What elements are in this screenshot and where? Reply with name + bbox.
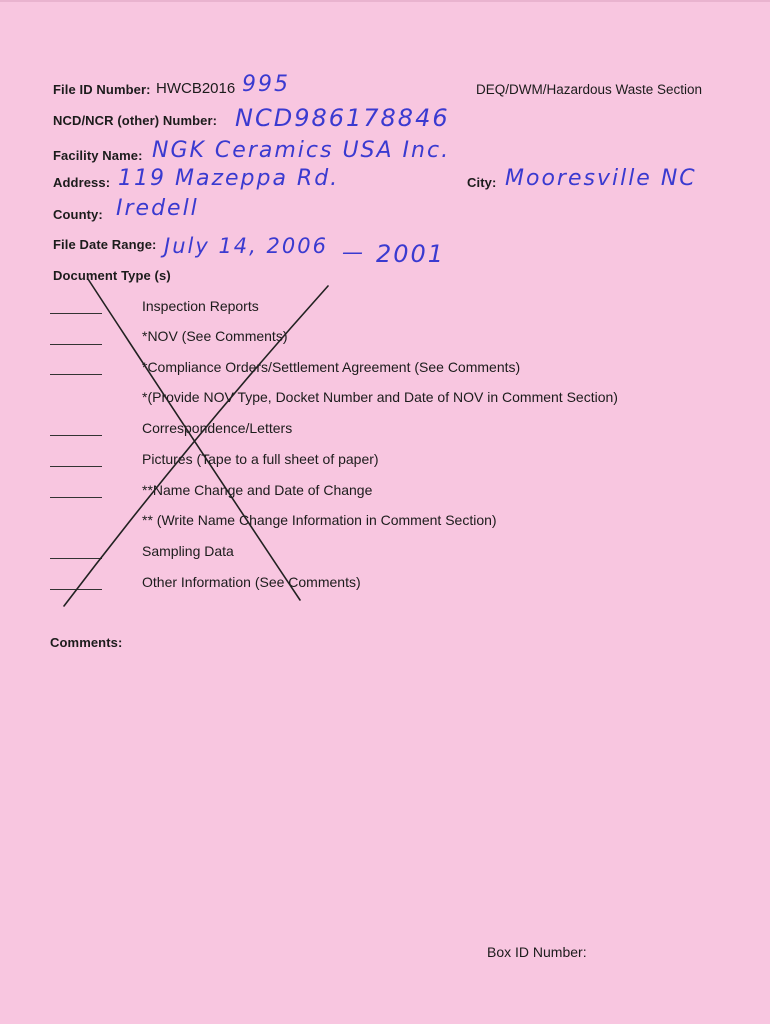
strike-stroke-down [88, 279, 300, 600]
address-value: 119 Mazeppa Rd. [118, 166, 340, 191]
county-label: County: [53, 207, 103, 222]
date-range-start: July 14, 2006 [164, 234, 328, 258]
date-range-dash: — [342, 240, 365, 264]
strike-stroke-up [64, 286, 328, 606]
address-label: Address: [53, 175, 111, 190]
box-id-label: Box ID Number: [487, 944, 587, 960]
ncd-label: NCD/NCR (other) Number: [53, 113, 218, 128]
ncd-value: NCD986178846 [235, 104, 450, 132]
date-range-label: File Date Range: [53, 237, 157, 252]
file-id-label: File ID Number: [53, 82, 151, 97]
item-correspondence: Correspondence/Letters [142, 420, 293, 436]
item-sampling-data: Sampling Data [142, 543, 234, 559]
item-write-name-change: ** (Write Name Change Information in Comment Section) [142, 512, 497, 528]
item-pictures: Pictures (Tape to a full sheet of paper) [142, 451, 379, 467]
item-provide-nov-type: *(Provide NOV Type, Docket Number and Date of NOV in Comment Section) [142, 389, 618, 405]
file-id-printed: HWCB2016 [156, 80, 236, 97]
facility-value: NGK Ceramics USA Inc. [152, 138, 451, 163]
document-type-heading: Document Type (s) [53, 268, 171, 283]
item-other-information: Other Information (See Comments) [142, 574, 361, 590]
item-nov: *NOV (See Comments) [142, 328, 288, 344]
city-value: Mooresville NC [505, 166, 697, 191]
item-name-change: **Name Change and Date of Change [142, 482, 373, 498]
section-title: DEQ/DWM/Hazardous Waste Section [476, 82, 703, 97]
file-id-handwritten: 995 [242, 72, 290, 97]
item-inspection-reports: Inspection Reports [142, 298, 259, 314]
date-range-end: 2001 [376, 240, 446, 268]
comments-label: Comments: [50, 635, 123, 650]
city-label: City: [467, 175, 497, 190]
facility-label: Facility Name: [53, 148, 143, 163]
county-value: Iredell [116, 196, 199, 221]
item-compliance-orders: *Compliance Orders/Settlement Agreement (See Comments) [142, 359, 521, 375]
